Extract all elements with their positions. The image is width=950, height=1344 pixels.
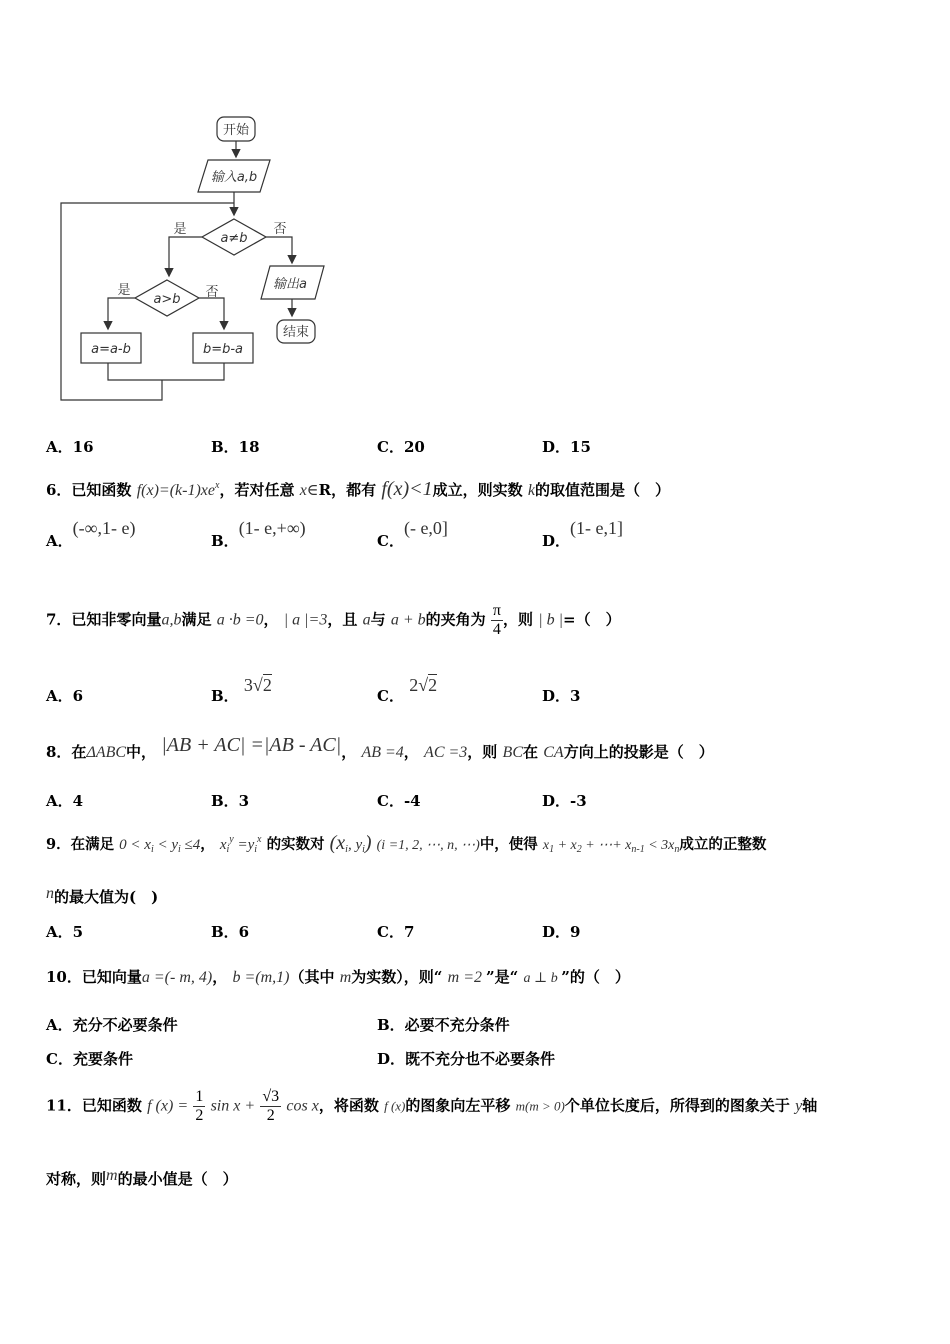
q9-option-b: B．6 xyxy=(211,923,250,941)
q11-stem: 11．已知函数 f (x) = $\frac{1}{2}$ sin x + $\frac{√3}{2}$ cos x，将函数 f (x)的图象向左平移 m(m > 0)个单位长度后，所得到的图象关于 y轴 xyxy=(46,1088,818,1124)
q6-option-c: C．(- e,0] xyxy=(377,518,448,550)
q6-option-a: A．(-∞,1- e) xyxy=(46,518,136,550)
input-label: 输入a,b xyxy=(210,170,258,185)
box-a-label: a=a-b xyxy=(91,342,131,357)
q11-half: $\frac{1}{2}$ xyxy=(195,1088,204,1124)
q6-option-d: D．(1- e,1] xyxy=(542,518,623,550)
q7-stem: 7．已知非零向量a,b满足 a ·b =0， | a |=3，且 a与 a + b的夹角为 $\frac{\pi}{4}$ ，则 | b |=（ ） xyxy=(46,602,621,638)
q8-stem: 8．在ΔABC中， |AB + AC| =|AB - AC|， AB =4， AC =3，则 BC在 CA方向上的投影是（ ） xyxy=(46,734,714,761)
q10-stem: 10．已知向量a =(- m, 4)， b =(m,1)（其中 m为实数），则“ m =2 ”是“ a ⊥ b ”的（ ） xyxy=(46,968,630,986)
q7-angle-fraction: $\frac{\pi}{4}$ xyxy=(492,602,501,638)
flowchart xyxy=(0,0,360,420)
q7-option-b: B． 3√2 xyxy=(211,675,272,705)
q6-function-expr: $f(x)=(k-1)xe^x$ xyxy=(136,480,220,499)
q5-option-a: A．16 xyxy=(46,438,94,456)
output-label: 输出a xyxy=(273,277,307,292)
q10-option-b: B．必要不充分条件 xyxy=(377,1016,510,1034)
no2-label: 否 xyxy=(205,285,219,300)
q9-option-c: C．7 xyxy=(377,923,415,941)
cond2-label: a>b xyxy=(153,292,181,307)
q8-option-c: C．-4 xyxy=(377,792,421,810)
yes1-label: 是 xyxy=(173,222,187,237)
start-label: 开始 xyxy=(222,123,250,138)
q8-option-d: D．-3 xyxy=(542,792,587,810)
q10-option-a: A．充分不必要条件 xyxy=(46,1016,178,1034)
q11-sqrt3-half: $\frac{√3}{2}$ xyxy=(262,1088,280,1124)
q7-option-d: D．3 xyxy=(542,687,581,705)
q10-option-d: D．既不充分也不必要条件 xyxy=(377,1050,556,1068)
q6-stem: 6．已知函数 $f(x)=(k-1)xe^x$，若对任意 x∈R，都有 f(x)<1成立，则实数 k的取值范围是（ ） xyxy=(46,478,670,500)
q7-option-c: C． 2√2 xyxy=(377,675,438,705)
q9-stem: 9．在满足 $0 < x_i < y_i \le 4$， $x_i^y =y_i^x$ 的实数对 ($x_i$, $y_i$) (i =1, 2, ⋯, n, ⋯)中，使得 $x_1 + x_2$ + ⋯+ $x_{n-1} < 3x_n$成立的正整数 xyxy=(46,832,767,855)
q9-option-a: A．5 xyxy=(46,923,84,941)
q5-option-c: C．20 xyxy=(377,438,425,456)
yes2-label: 是 xyxy=(117,283,131,298)
end-label: 结束 xyxy=(282,325,310,340)
q5-option-d: D．15 xyxy=(542,438,591,456)
q7-option-a: A．6 xyxy=(46,687,84,705)
no1-label: 否 xyxy=(273,222,287,237)
q10-option-c: C．充要条件 xyxy=(46,1050,133,1068)
q6-option-b: B．(1- e,+∞) xyxy=(211,518,306,550)
q8-option-b: B．3 xyxy=(211,792,250,810)
box-b-label: b=b-a xyxy=(202,342,244,357)
q8-option-a: A．4 xyxy=(46,792,84,810)
q11-stem-cont: 对称，则m的最小值是（ ） xyxy=(46,1167,238,1188)
cond1-label: a≠b xyxy=(220,231,248,246)
q9-stem-cont: n的最大值为( ) xyxy=(46,885,159,906)
q5-option-b: B．18 xyxy=(211,438,260,456)
q9-option-d: D．9 xyxy=(542,923,581,941)
